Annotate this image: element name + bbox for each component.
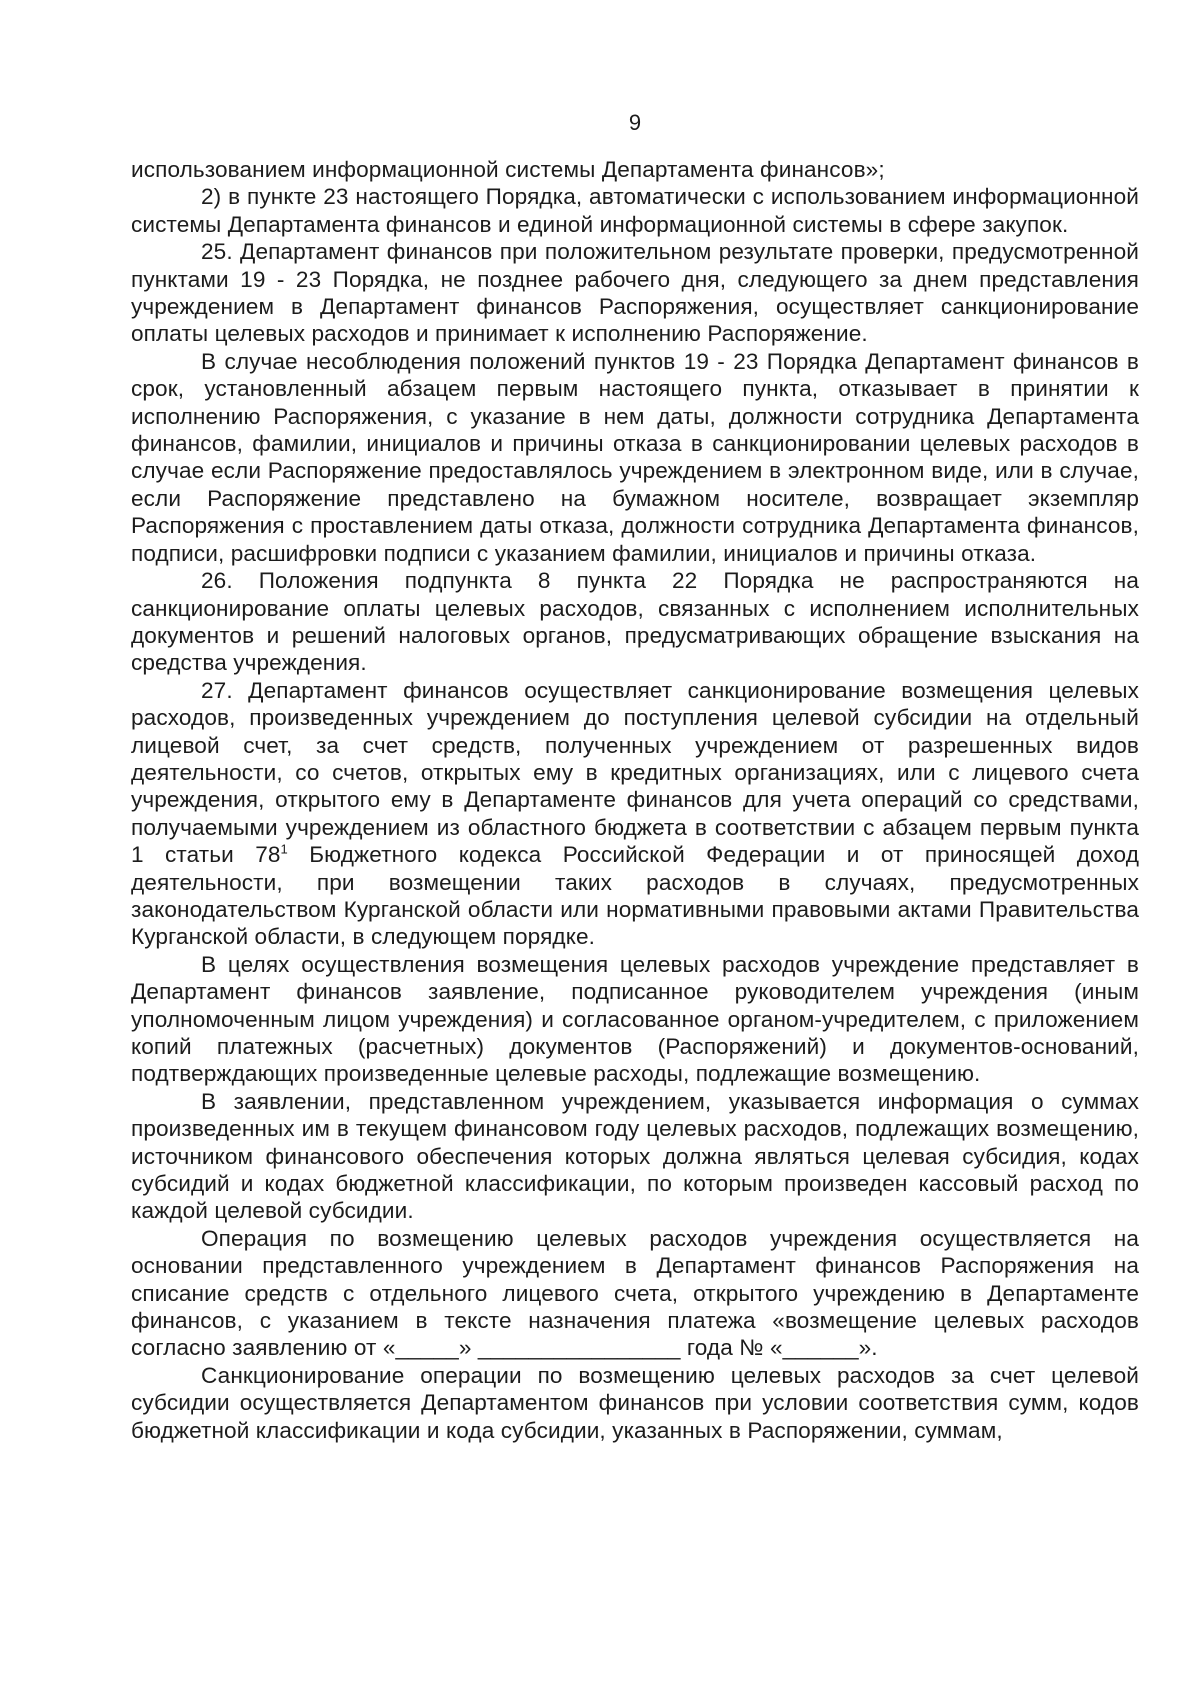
paragraph-clause-27 [131, 677, 1139, 951]
paragraph-refusal: В случае несоблюдения положений пунктов 19 - 23 Порядка Департамент финансов в срок, установленный абзацем первым настоящего пункта, отказывает в принятии к исполнению Распоряжения, с указание в нем даты, должности сотрудника Департамента финансов, фамилии, инициалов и причины отказа в санкционировании целевых расходов в случае если Распоряжение предоставлялось учреждением в электронном виде, или в случае, если Распоряжение представлено на бумажном носителе, возвращает экземпляр Распоряжения с проставлением даты отказа, должности сотрудника Департамента финансов, подписи, расшифровки подписи с указанием фамилии, инициалов и причины отказа. [131, 348, 1139, 566]
page-number: 9 [628, 110, 642, 135]
document-body [131, 156, 1139, 1444]
paragraph-application: В целях осуществления возмещения целевых расходов учреждение представляет в Департамент финансов заявление, подписанное руководителем учреждения (иным уполномоченным лицом учреждения) и согласованное органом-учредителем, с приложением копий платежных (расчетных) документов (Распоряжений) и документов-оснований, подтверждающих произведенные целевые расходы, подлежащие возмещению. [131, 951, 1139, 1087]
clause-27-text-a: 27. Департамент финансов осуществляет санкционирование возмещения целевых расходов, произведенных учреждением до поступления целевой субсидии на отдельный лицевой счет, за счет средств, полученных учреждением от разрешенных видов деятельности, со счетов, открытых ему в кредитных организациях, или с лицевого счета учреждения, открытого ему в Департаменте финансов для учета операций со средствами, получаемыми учреждением из областного бюджета в соответствии с абзацем первым пункта 1 статьи 78 [131, 677, 1139, 868]
paragraph-authorization: Санкционирование операции по возмещению целевых расходов за счет целевой субсидии осуществляется Департаментом финансов при условии соответствия сумм, кодов бюджетной классификации и кода субсидии, указанных в Распоряжении, суммам, [131, 1362, 1139, 1443]
paragraph-clause-25: 25. Департамент финансов при положительном результате проверки, предусмотренной пунктами 19 - 23 Порядка, не позднее рабочего дня, следующего за днем представления учреждением в Департамент финансов Распоряжения, осуществляет санкционирование оплаты целевых расходов и принимает к исполнению Распоряжение. [131, 239, 1139, 347]
paragraph-application-content: В заявлении, представленном учреждением, указывается информация о суммах произведенных им в текущем финансовом году целевых расходов, подлежащих возмещению, источником финансового обеспечения которых должна являться целевая субсидия, кодах субсидий и кодах бюджетной классификации, по которым произведен кассовый расход по каждой целевой субсидии. [131, 1088, 1139, 1224]
paragraph-continuation: использованием информационной системы Департамента финансов»; [131, 157, 885, 182]
paragraph-item-2: 2) в пункте 23 настоящего Порядка, автоматически с использованием информационной системы Департамента финансов и единой информационной системы в сфере закупок. [131, 184, 1139, 237]
clause-27-text-b: Бюджетного кодекса Российской Федерации и от приносящей доход деятельности, при возмещении таких расходов в случаях, предусмотренных законодательством Курганской области или нормативными правовыми актами Правительства Курганской области, в следующем порядке. [131, 842, 1139, 950]
paragraph-operation: Операция по возмещению целевых расходов учреждения осуществляется на основании представленного учреждением в Департамент финансов Распоряжения на списание средств с отдельного лицевого счета, открытого учреждению в Департаменте финансов, с указанием в тексте назначения платежа «возмещение целевых расходов согласно заявлению от «_____» ________________ года № «______». [131, 1225, 1139, 1361]
footnote-superscript: 1 [280, 841, 288, 857]
paragraph-clause-26: 26. Положения подпункта 8 пункта 22 Порядка не распространяются на санкционирование оплаты целевых расходов, связанных с исполнением исполнительных документов и решений налоговых органов, предусматривающих обращение взыскания на средства учреждения. [131, 568, 1139, 676]
